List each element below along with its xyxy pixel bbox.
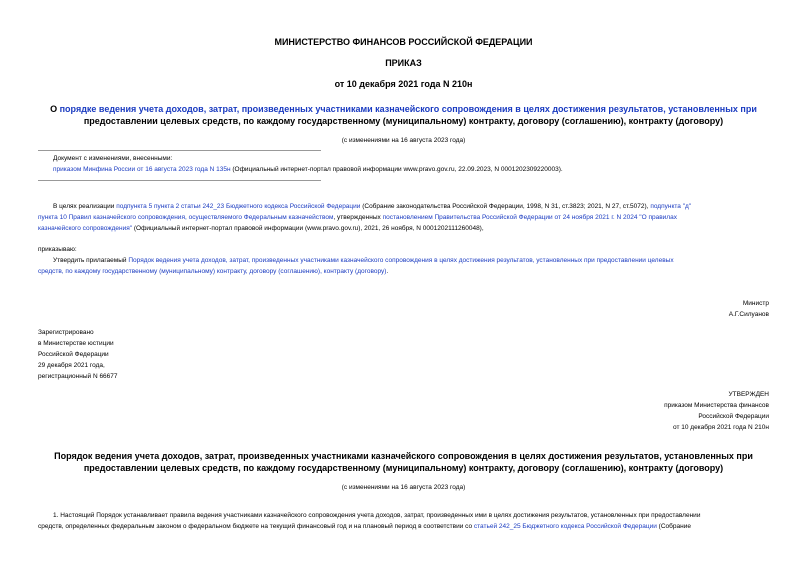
doc-type-heading: ПРИКАЗ (385, 58, 422, 68)
signature-role: Министр (742, 300, 769, 307)
basis-line1 (53, 201, 691, 212)
date-number-heading: от 10 декабря 2021 года N 210н (334, 79, 473, 89)
procedure-p1-line2 (38, 521, 691, 532)
approved-line: от 10 декабря 2021 года N 210н (672, 424, 769, 431)
basis-line3 (38, 223, 484, 234)
signature-name: А.Г.Силуанов (728, 311, 769, 318)
basis-text1: В целях реализации (53, 203, 117, 210)
document-title-line1 (0, 104, 807, 114)
title-link[interactable]: порядке ведения учета доходов, затрат, произведенных участниками казначейского сопровождения в целях достижения результатов, установленных при (59, 104, 757, 114)
procedure-p1-line1: 1. Настоящий Порядок устанавливает правила ведения участниками казначейского сопровождения учета доходов, затрат, произведенных ими в целях достижения результатов, установленных при предоставлении (53, 512, 701, 519)
treasury-rules-link[interactable]: пункта 10 Правил казначейского сопровождения, осуществляемого Федеральным казначейством (38, 214, 334, 221)
registration-line: регистрационный N 66677 (38, 373, 118, 380)
basis-text4: (Официальный интернет-портал правовой информации (www.pravo.gov.ru), 2021, 26 ноября, N 0001202111260048), (132, 225, 484, 232)
basis-line2 (38, 212, 677, 223)
order-text2: . (386, 268, 389, 275)
changes-source: (Официальный интернет-портал правовой информации www.pravo.gov.ru, 22.09.2023, N 0001202309220003). (230, 166, 563, 173)
subparagraph-d-link[interactable]: подпункта "д" (650, 203, 692, 210)
changes-top-rule (38, 150, 321, 151)
p1-end: (Собрание (656, 523, 691, 530)
order-line2 (38, 266, 388, 277)
changes-order-link[interactable]: приказом Минфина России от 16 августа 2023 года N 135н (53, 166, 231, 173)
registration-line: в Министерстве юстиции (38, 340, 114, 347)
approved-line: УТВЕРЖДЕН (728, 391, 769, 398)
ministry-heading: МИНИСТЕРСТВО ФИНАНСОВ РОССИЙСКОЙ ФЕДЕРАЦИИ (274, 37, 533, 47)
budget-code-link[interactable]: подпункта 5 пункта 2 статьи 242_23 Бюджетного кодекса Российской Федерации (116, 203, 361, 210)
procedure-title-line2: предоставлении целевых средств, по каждому государственному (муниципальному) контракту, договору (соглашению), контракту (договору) (83, 463, 724, 473)
title-prefix: О (50, 104, 60, 114)
registration-line: Российской Федерации (38, 351, 109, 358)
approved-line: приказом Министерства финансов (664, 402, 769, 409)
document-title-line2: предоставлении целевых средств, по каждому государственному (муниципальному) контракту, договору (соглашению), контракту (договору) (83, 116, 724, 126)
procedure-link-cont[interactable]: средств, по каждому государственному (муниципальному) контракту, договору (соглашению), контракту (договору) (38, 268, 387, 275)
changes-line (53, 164, 563, 175)
amended-note: (с изменениями на 16 августа 2023 года) (341, 137, 466, 144)
approved-line: Российской Федерации (698, 413, 769, 420)
registration-line: 29 декабря 2021 года, (38, 362, 105, 369)
registration-line: Зарегистрировано (38, 329, 94, 336)
changes-intro: Документ с изменениями, внесенными: (53, 155, 173, 162)
changes-bottom-rule (38, 180, 321, 181)
procedure-title-line1: Порядок ведения учета доходов, затрат, произведенных участниками казначейского сопровождения в целях достижения результатов, установленных при (54, 451, 753, 461)
basis-text2: (Собрание законодательства Российской Федерации, 1998, N 31, ст.3823; 2021, N 27, ст.5072), (360, 203, 651, 210)
basis-text3: , утвержденных (333, 214, 383, 221)
p1-text: средств, определенных федеральным законом о федеральном бюджете на текущий финансовый год и на плановый период в соответствии со (38, 523, 474, 530)
treasury-support-link[interactable]: казначейского сопровождения" (38, 225, 133, 232)
order-word: приказываю: (38, 246, 77, 253)
procedure-amended-note: (с изменениями на 16 августа 2023 года) (341, 484, 466, 491)
procedure-link[interactable]: Порядок ведения учета доходов, затрат, произведенных участниками казначейского сопровождения в целях достижения результатов, установленных при предоставлении целевых (128, 257, 674, 264)
order-text1: Утвердить прилагаемый (53, 257, 129, 264)
government-resolution-link[interactable]: постановлением Правительства Российской Федерации от 24 ноября 2021 г. N 2024 "О правилах (382, 214, 677, 221)
order-line1 (53, 255, 674, 266)
article-242-25-link[interactable]: статьей 242_25 Бюджетного кодекса Российской Федерации (473, 523, 657, 530)
